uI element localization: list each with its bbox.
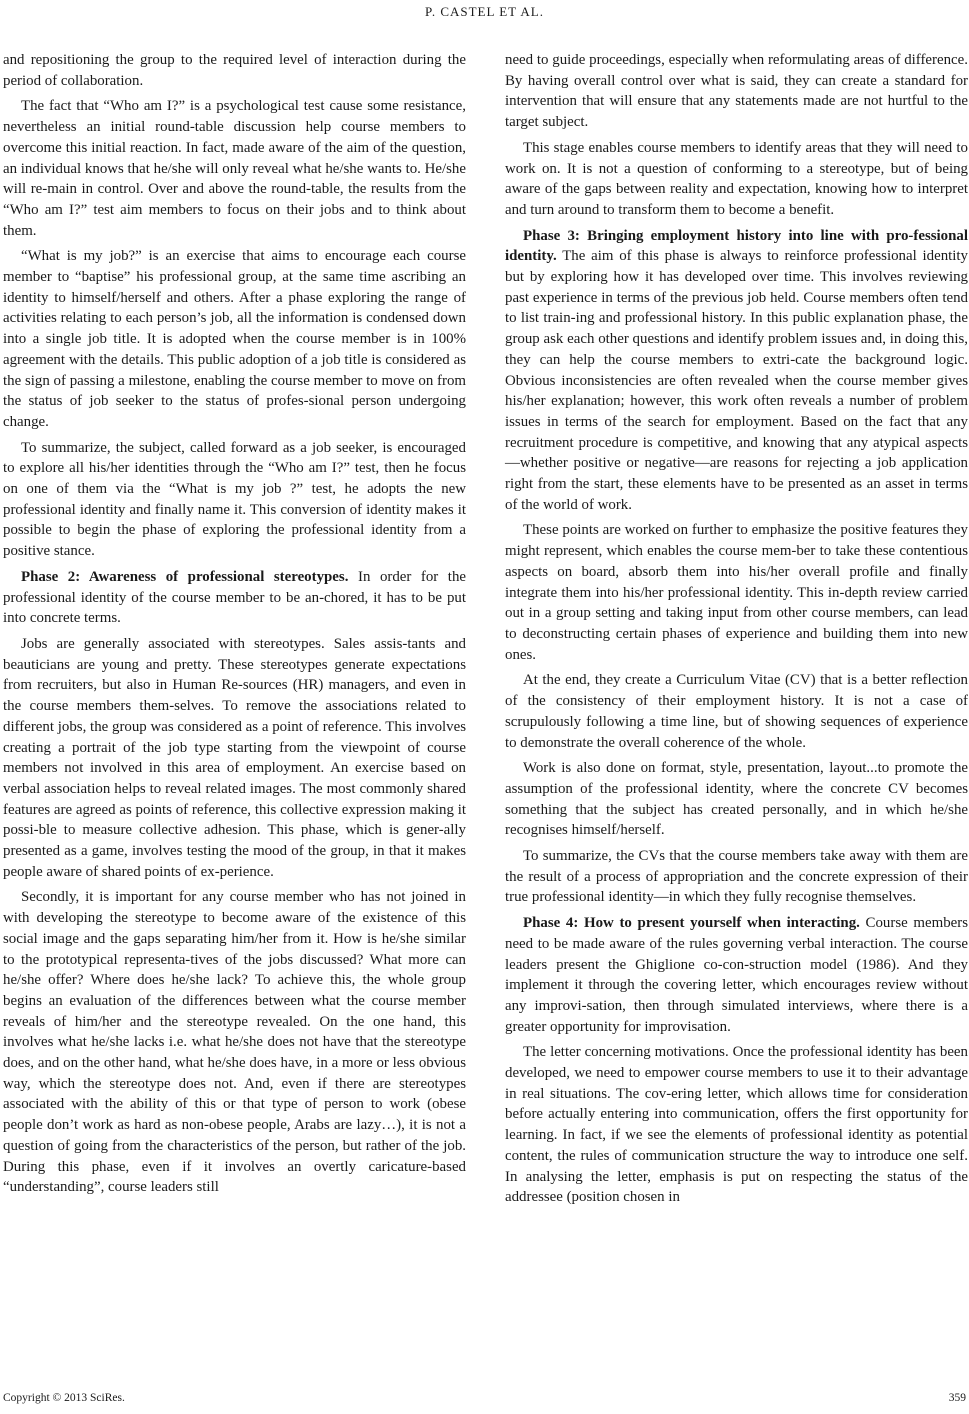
paragraph: Secondly, it is important for any course member who has not joined in with developing the stereotype to become aware of the existence of this social image and the gaps separating him/her from it. How is he/she similar to the prototypical representa-tives of the jobs discussed? What more can he/she offer? Where does he/she lack? To achieve this, the whole group begins an evaluation of the differences between what the course member reveals of him/her and the stereotype revealed. On the one hand, this involves what he/she lacks i.e. what he/she does not have that the stereotype does, and on the other hand, what he/she does have, in a more or less obvious way, which the stereotype does not. And, even if there are stereotypes associated with the ability of this or that type of person to work (obese people don’t work as hard as non-obese people, Arabs are lazy…), it is not a question of going from the characteristics of the person, but rather of the job. During this phase, even if it involves an overtly caricature-based “understanding”, course leaders still (3, 889, 466, 1196)
section-heading-phase-4: Phase 4: How to present yourself when interacting. (523, 915, 860, 932)
paragraph-text: The aim of this phase is always to reinforce professional identity but by exploring how it has developed over time. This involves reviewing past experience in terms of the previous job held. Course members often tend to list train-ing and professional history. In this public explanation phase, the group ask each other questions and identify problem issues and, in doing this, they can help the course members to extri-cate the background logic. Obvious inconsistencies are often revealed when the course member gives his/her explanation; however, this work often reveals a number of problem issues in terms of the search for employment. Based on the fact that any recruitment procedure is competitive, and knowing that any atypical aspects—whether positive or negative—are reasons for rejecting a job application right from the start, these elements have to be presented as an asset in terms of the world of work. (505, 248, 968, 513)
paragraph: The fact that “Who am I?” is a psychological test cause some resistance, nevertheless an initial round-table discussion help course members to overcome this initial reaction. In fact, made aware of the aim of the question, an individual knows that he/she will only reveal what he/she wants to. He/she will re-main in control. Over and above the round-table, the results from the “Who am I?” test aim members to focus on their jobs and to think about them. (3, 98, 466, 239)
section-heading-phase-2: Phase 2: Awareness of professional stereotypes. (21, 568, 349, 585)
paragraph: The letter concerning motivations. Once the professional identity has been developed, we need to empower course members to use it to their advantage in real situations. The cov-ering letter, which allows time for consideration before actually entering into communication, offers the first opportunity for learning. In fact, if we see the elements of professional identity as potential content, the rules of communication structure the way to introduce one self. In analysing the letter, emphasis is put on respecting the status of the addressee (position chosen in (505, 1044, 968, 1206)
paragraph: To summarize, the subject, called forward as a job seeker, is encouraged to explore all his/her identities through the “Who am I?” test, then he focus on one of them via the “What is my job ?” test, he adopts the new professional identity and finally name it. This conversion of identity makes it possible to begin the phase of exploring the professional identity from a positive stance. (3, 439, 466, 560)
paragraph: Work is also done on format, style, presentation, layout...to promote the assumption of the professional identity, where the concrete CV becomes something that the subject has created personally, and in which he/she recognises himself/herself. (505, 760, 968, 839)
paragraph-text: Course members need to be made aware of the rules governing verbal interaction. The course leaders present the Ghiglione co-con-struction model (1986). And they implement it through the covering letter, which encourages review without any improvi-sation, then through simulated interviews, where there is a greater opportunity for improvisation. (505, 915, 969, 1035)
paragraph (505, 226, 968, 516)
paragraph: “What is my job?” is an exercise that aims to encourage each course member to “baptise” his professional group, at the same time ascribing an identity to himself/herself and others. After a phase exploring the range of activities relating to each person’s job, all the information is condensed down into a single job title. It is adopted when the course member is in 100% agreement with the details. This public adoption of a job title is considered as the sign of passing a milestone, enabling the course member to move on from the status of job seeker to the status of profes-sional person undergoing change. (3, 248, 466, 430)
paragraph: need to guide proceedings, especially when reformulating areas of difference. By having overall control over what is said, they can create a standard for intervention that will ensure that any statements made are not hurtful to the target subject. (505, 52, 968, 131)
copyright-notice: Copyright © 2013 SciRes. (3, 1392, 125, 1404)
paragraph: These points are worked on further to emphasize the positive features they might represent, which enables the course mem-ber to take these contentious aspects on board, absorb them into his/her overall profile and finally integrate them into his/her professional identity. This in-depth review carried out in a group setting and taking input from other course members, can lead to deconstructing certain phases of experience and building them into new ones. (505, 522, 968, 663)
running-header: P. CASTEL ET AL. (425, 4, 544, 19)
paragraph (505, 913, 968, 1037)
paragraph (3, 567, 466, 629)
page-number: 359 (948, 1392, 966, 1404)
paragraph: Jobs are generally associated with stereotypes. Sales assis-tants and beauticians are young and pretty. These stereotypes generate expectations from recruiters, but also in Human Re-sources (HR) managers, and even in the course members them-selves. To remove the associations related to different jobs, the group was considered as a point of reference. This involves creating a portrait of the job type starting from the viewpoint of course members not involved in this area of employment. An exercise based on verbal association helps to reveal related images. The most commonly shared features are agreed as points of reference, this collective expression making it possi-ble to measure collective adhesion. This phase, which is gener-ally presented as a game, involves testing the mood of the group, in that it makes people aware of shared points of ex-perience. (3, 635, 466, 880)
paragraph-text: In order for the professional identity of the course member to be an-chored, it has to be put into concrete terms. (3, 568, 466, 627)
paragraph: At the end, they create a Curriculum Vitae (CV) that is a better reflection of the consistency of their employment history. It is not a case of scrupulously following a time line, but of showing sequences of experience to demonstrate the overall coherence of the whole. (505, 672, 968, 751)
paragraph: and repositioning the group to the required level of interaction during the period of collaboration. (3, 52, 466, 89)
section-heading-phase-3: Phase 3: Bringing employment history into line with pro-fessional identity. (505, 227, 968, 265)
right-column (505, 50, 968, 1213)
left-column (3, 50, 466, 1203)
paragraph: To summarize, the CVs that the course members take away with them are the result of a process of appropriation and the concrete expression of their true professional identity—in which they fully recognise themselves. (505, 848, 968, 906)
paragraph: This stage enables course members to identify areas that they will need to work on. It is not a question of conforming to a stereotype, but of being aware of the gaps between reality and expectation, knowing how to interpret and turn around to transform them to become a benefit. (505, 139, 968, 218)
